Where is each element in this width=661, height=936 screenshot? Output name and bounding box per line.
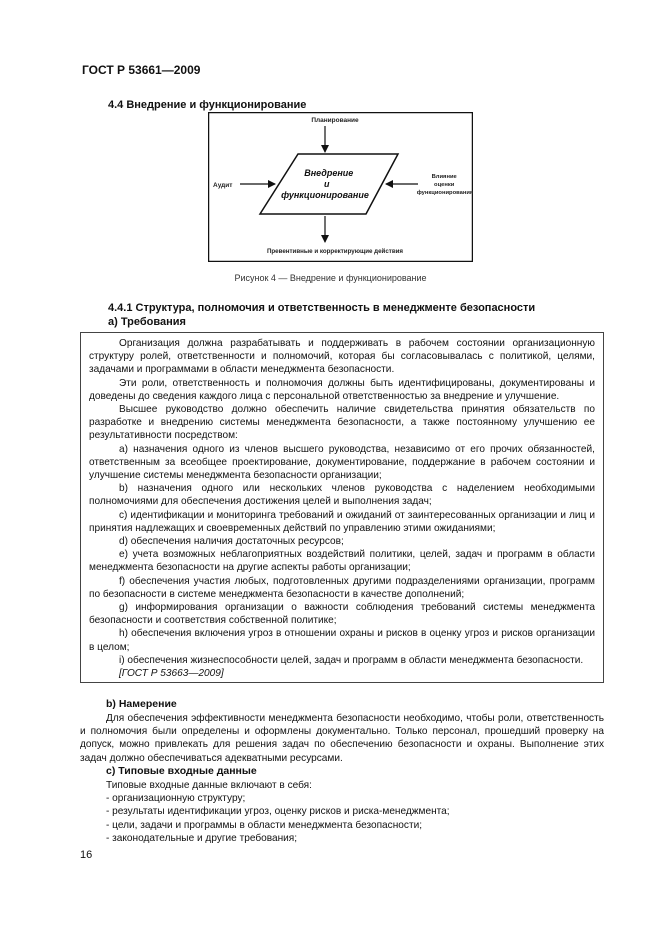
subsection-heading [108, 301, 535, 329]
item-a-heading: а) Требования [108, 316, 186, 328]
requirement-item: c) идентификации и мониторинга требований и ожиданий от заинтересованных организации и лиц и принятия надлежащих и своевременных действий по управлению этими ожиданиями; [89, 509, 595, 534]
center-label-line: функционирование [281, 190, 369, 200]
implementation-diagram [208, 112, 473, 262]
requirement-item: b) назначения одного или нескольких членов руководства с наделением необходимыми полномочиями для обеспечения достижения целей и выполнения задач; [89, 483, 595, 508]
right-label-line: оценки [434, 182, 455, 188]
requirement-item: i) обеспечения жизнеспособности целей, задач и программ в области менеджмента безопасности. [119, 654, 584, 666]
center-label-line: Внедрение [304, 168, 354, 178]
section-title: 4.4 Внедрение и функционирование [108, 99, 307, 111]
bottom-label: Превентивные и корректирующие действия [266, 248, 404, 255]
inputs-intro: Типовые входные данные включают в себя: [106, 779, 312, 791]
figure-caption: Рисунок 4 — Внедрение и функционирование [234, 273, 427, 283]
inputs-list-item: - организационную структуру; [106, 793, 246, 805]
requirement-item: a) назначения одного из членов высшего руководства, независимо от его прочих обязанностей, ответственным за всеобщее проектирование, документирование, поддержание в рабочем состоянии и улучшение системы менеджмента безопасности организации; [89, 443, 595, 482]
requirement-item: f) обеспечения участия любых, подготовленных другими подразделениями организации, программ по безопасности в системе менеджмента безопасности в качестве дополнений; [89, 575, 595, 600]
requirement-item: g) информирования организации о важности соблюдения требований системы менеджмента безопасности и соответствия собственной политике; [89, 602, 595, 627]
reference-citation: [ГОСТ Р 53663—2009] [119, 668, 224, 680]
intent-heading: b) Намерение [106, 698, 177, 710]
requirement-item: h) обеспечения включения угроз в отношении охраны и рисков в оценку угроз и рисков организации в целом; [89, 628, 595, 653]
document-header: ГОСТ Р 53661—2009 [82, 63, 201, 77]
inputs-list-item: - цели, задачи и программы в области менеджмента безопасности; [106, 819, 423, 831]
lower-section [80, 698, 604, 846]
requirements-box [80, 332, 604, 683]
inputs-list-item: - законодательные и другие требования; [106, 833, 298, 845]
right-label-line: Влияние [431, 174, 457, 180]
requirement-item: e) учета возможных неблагоприятных воздействий политики, целей, задач и программ в области менеджмента безопасности на другие аспекты работы организации; [89, 549, 595, 574]
center-label-line: и [323, 179, 330, 189]
requirement-paragraph: Организация должна разрабатывать и поддерживать в рабочем состоянии организационную структуру ролей, ответственности и полномочий, которая бы согласовывалась с политикой, целями, задачами и программами в области менеджмента безопасности. [89, 338, 595, 376]
top-label: Планирование [311, 117, 359, 124]
right-label-line: функционирования [416, 190, 473, 196]
left-label: Аудит [213, 182, 233, 189]
requirement-item: d) обеспечения наличия достаточных ресурсов; [119, 536, 344, 548]
requirement-paragraph: Эти роли, ответственность и полномочия должны быть идентифицированы, документированы и доведены до сведения каждого лица с персональной ответственностью за внедрение и улучшение. [89, 377, 595, 402]
inputs-heading: c) Типовые входные данные [106, 765, 257, 778]
page-number: 16 [80, 849, 93, 861]
inputs-list-item: - результаты идентификации угроз, оценку рисков и риска-менеджмента; [106, 806, 450, 818]
subsection-title: 4.4.1 Структура, полномочия и ответственность в менеджменте безопасности [108, 302, 536, 314]
requirement-paragraph: Высшее руководство должно обеспечить наличие свидетельства принятия обязательств по разработке и внедрению системы менеджмента безопасности, а также постоянному улучшению ее результативности посредством: [89, 404, 595, 442]
intent-text: Для обеспечения эффективности менеджмента безопасности необходимо, чтобы роли, ответственность и полномочия были определены и оформлены документально. Только персонал, прошедший проверку на допуск, можно привлекать для решения задач по обеспечению безопасности и охраны. Выполнение этих задач должно обеспечиваться адекватными ресурсами. [80, 712, 604, 764]
